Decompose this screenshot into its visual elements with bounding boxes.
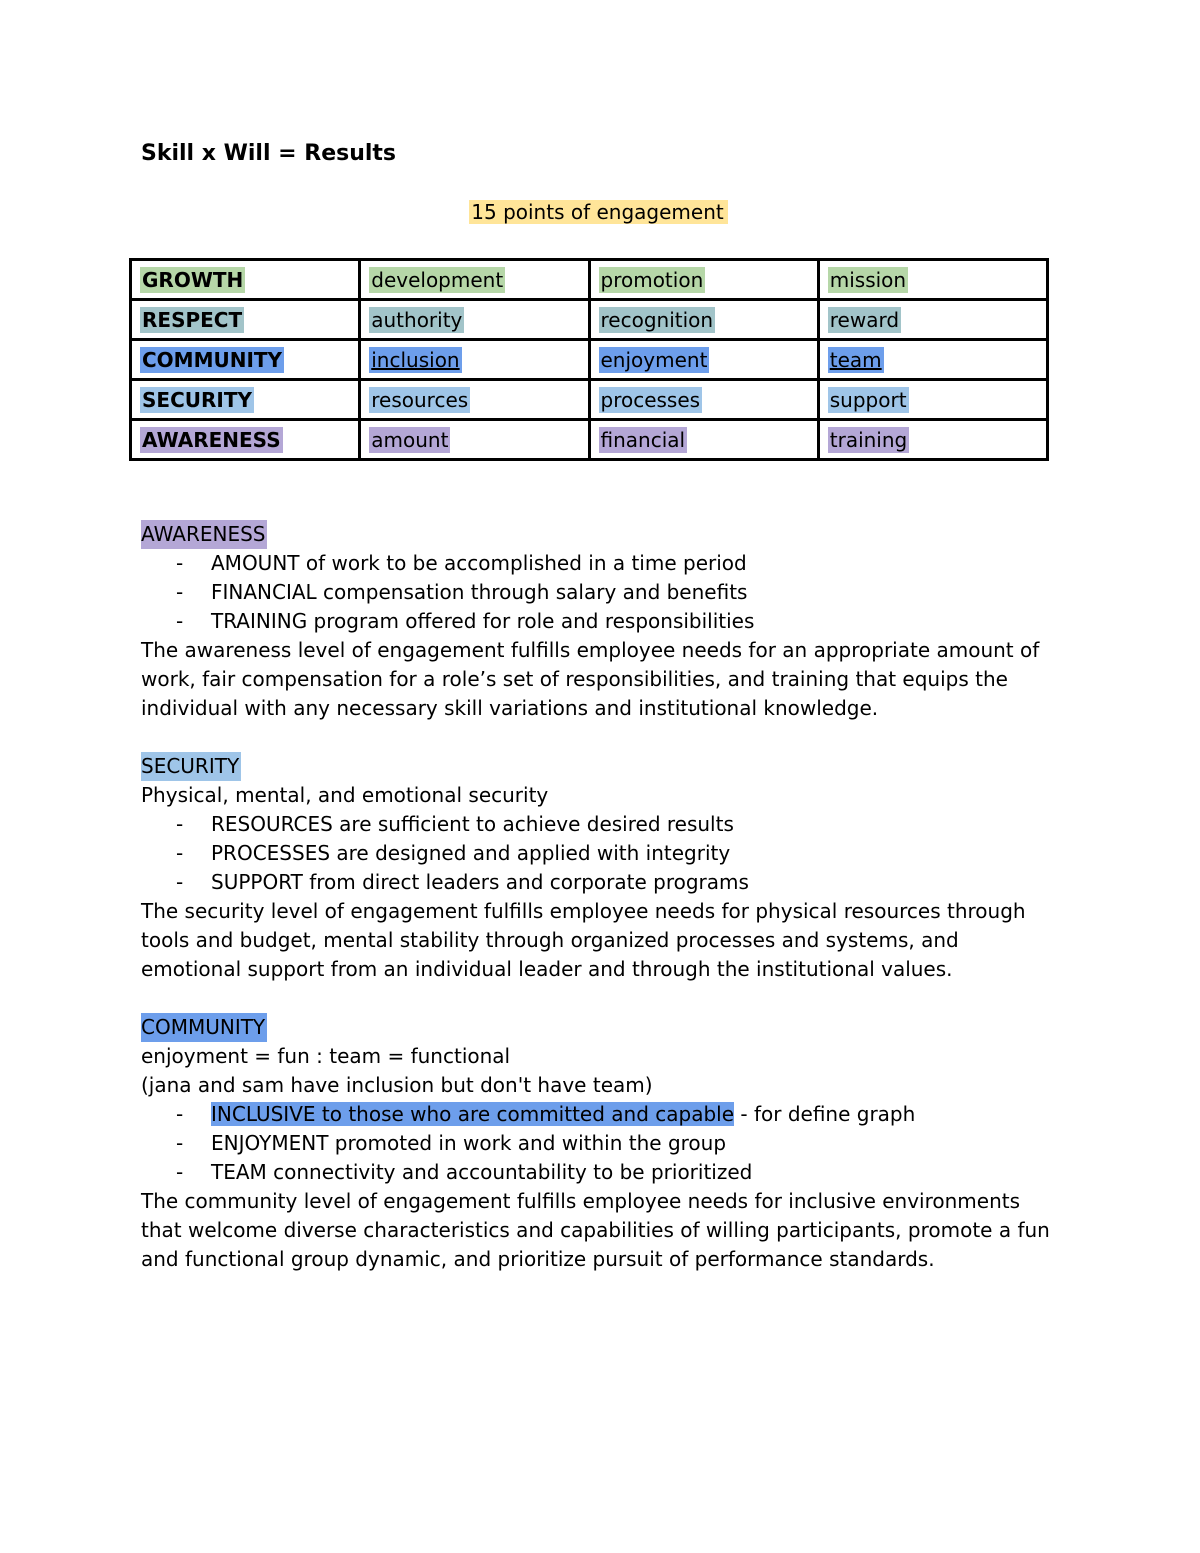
table-cell (818, 420, 1047, 460)
community-line-2: (jana and sam have inclusion but don't have team) (141, 1073, 653, 1097)
list-item: - AMOUNT of work to be accomplished in a time period (176, 549, 1061, 578)
table-cell (360, 260, 589, 300)
row-head-respect: RESPECT (142, 307, 243, 332)
security-paragraph: The security level of engagement fulfills employee needs for physical resources through tools and budget, mental stability through organized processes and systems, and emotional support from an individual leader and through the institutional values. (141, 899, 1026, 981)
table-row (131, 340, 1048, 380)
inclusive-note: - for define graph (734, 1102, 916, 1126)
table-cell (131, 260, 360, 300)
table-row (131, 300, 1048, 340)
document-title: Skill x Will = Results (141, 141, 397, 166)
subtitle-container (141, 200, 1056, 224)
table-cell (360, 300, 589, 340)
security-list (141, 810, 1061, 897)
subtitle: 15 points of engagement (469, 200, 727, 224)
cell-team: team (829, 347, 882, 372)
table-cell (589, 260, 818, 300)
list-item: - TRAINING program offered for role and responsibilities (176, 607, 1061, 636)
table-cell (589, 420, 818, 460)
cell-recognition: recognition (600, 307, 714, 332)
community-heading: COMMUNITY (141, 1013, 267, 1042)
security-section (141, 752, 1061, 984)
cell-processes: processes (600, 387, 701, 412)
community-section (141, 1013, 1061, 1274)
table-cell (131, 300, 360, 340)
spacer (141, 723, 1061, 752)
table-row (131, 420, 1048, 460)
community-list (141, 1100, 1061, 1187)
security-heading: SECURITY (141, 752, 241, 781)
table-cell (360, 340, 589, 380)
awareness-heading: AWARENESS (141, 520, 267, 549)
list-item: - PROCESSES are designed and applied with integrity (176, 839, 1061, 868)
spacer (141, 984, 1061, 1013)
table-cell (818, 380, 1047, 420)
list-item: - ENJOYMENT promoted in work and within the group (176, 1129, 1061, 1158)
table-row (131, 380, 1048, 420)
row-head-security: SECURITY (142, 387, 252, 412)
security-intro: Physical, mental, and emotional security (141, 783, 549, 807)
cell-support: support (829, 387, 907, 412)
cell-financial: financial (600, 427, 686, 452)
table-row (131, 260, 1048, 300)
cell-authority: authority (371, 307, 463, 332)
table-cell (360, 420, 589, 460)
table-cell (131, 340, 360, 380)
list-item (176, 1100, 1061, 1129)
cell-resources: resources (371, 387, 469, 412)
cell-promotion: promotion (600, 267, 704, 292)
cell-amount: amount (371, 427, 449, 452)
row-head-community: COMMUNITY (142, 347, 283, 372)
list-item: - RESOURCES are sufficient to achieve desired results (176, 810, 1061, 839)
cell-enjoyment: enjoyment (600, 347, 708, 372)
engagement-table (129, 258, 1049, 461)
cell-reward: reward (829, 307, 900, 332)
table-cell (818, 300, 1047, 340)
cell-training: training (829, 427, 908, 452)
list-item: - SUPPORT from direct leaders and corporate programs (176, 868, 1061, 897)
table-cell (818, 260, 1047, 300)
community-line-1: enjoyment = fun : team = functional (141, 1044, 511, 1068)
table-cell (360, 380, 589, 420)
community-paragraph: The community level of engagement fulfills employee needs for inclusive environments that welcome diverse characteristics and capabilities of willing participants, promote a fun and functional group dynamic, and prioritize pursuit of performance standards. (141, 1189, 1050, 1271)
table-cell (818, 340, 1047, 380)
cell-inclusion: inclusion (371, 347, 460, 372)
sections (141, 520, 1061, 1274)
list-item: - TEAM connectivity and accountability to be prioritized (176, 1158, 1061, 1187)
awareness-paragraph: The awareness level of engagement fulfills employee needs for an appropriate amount of work, fair compensation for a role’s set of responsibilities, and training that equips the individual with any necessary skill variations and institutional knowledge. (141, 638, 1040, 720)
inclusive-highlight: INCLUSIVE to those who are committed and capable (211, 1102, 735, 1126)
row-head-growth: GROWTH (142, 267, 244, 292)
cell-development: development (371, 267, 504, 292)
list-item: - FINANCIAL compensation through salary and benefits (176, 578, 1061, 607)
table-cell (131, 380, 360, 420)
row-head-awareness: AWARENESS (142, 427, 281, 452)
cell-mission: mission (829, 267, 907, 292)
table-cell (589, 300, 818, 340)
awareness-section (141, 520, 1061, 723)
awareness-list (141, 549, 1061, 636)
table-cell (589, 380, 818, 420)
table-cell (131, 420, 360, 460)
table-cell (589, 340, 818, 380)
